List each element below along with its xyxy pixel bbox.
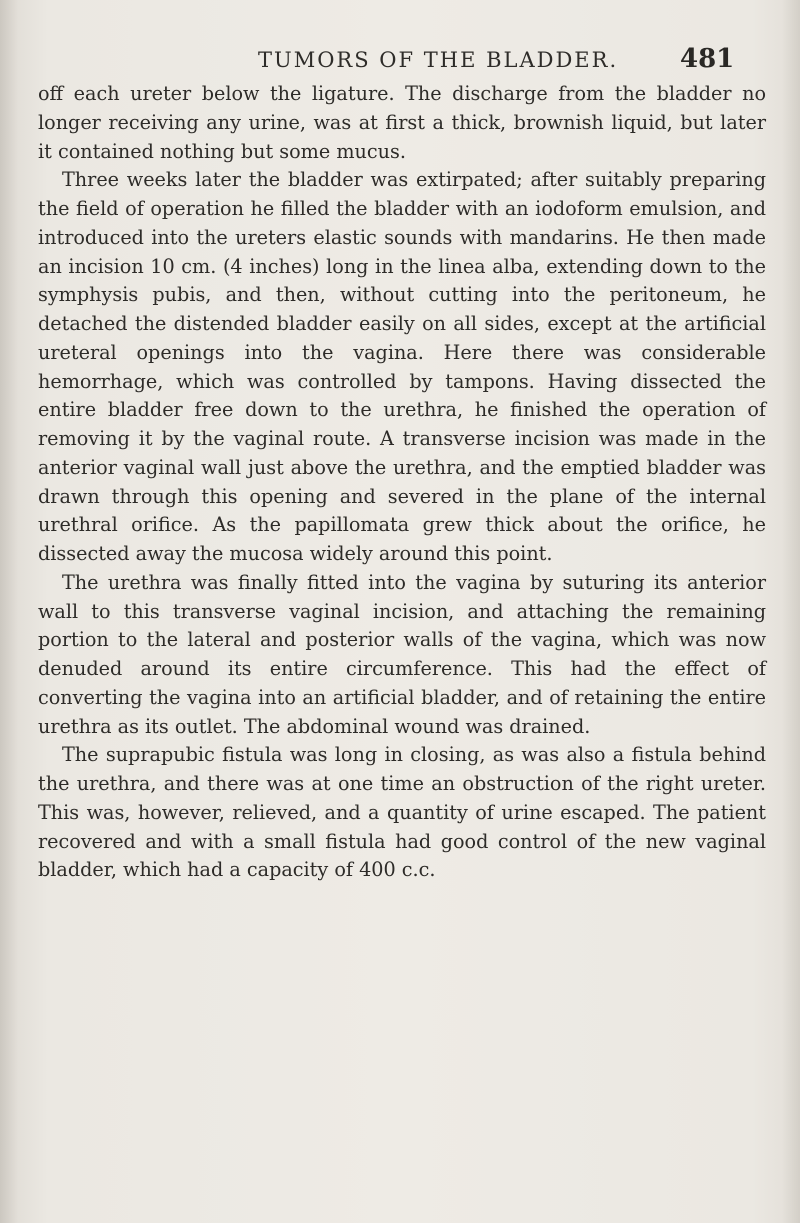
paragraph: The urethra was finally fitted into the vagina by suturing its anterior wall to this transverse vaginal incision, and attaching the remaining portion to the lateral and posterior walls of the vagina, which was now denuded around its entire circumference. This had the effect of converting the vagina into an artificial bladder, and of retaining the entire urethra as its outlet. The abdominal wound was drained. — [38, 570, 766, 738]
page-number: 481 — [680, 44, 735, 74]
paragraph: The suprapubic fistula was long in closing, as was also a fistula behind the urethra, and there was at one time an obstruction of the right ureter. This was, however, relieved, and a quantity of urine escaped. The patient recovered and with a small fistula had good control of the new vaginal bladder, which had a capacity of 400 c.c. — [38, 743, 766, 882]
page-header — [0, 40, 800, 76]
paragraph: off each ureter below the ligature. The discharge from the bladder no longer receiving any urine, was at first a thick, brownish liquid, but later it contained nothing but some mucus. — [38, 82, 766, 163]
running-head: TUMORS OF THE BLADDER. — [258, 48, 619, 72]
paragraph: Three weeks later the bladder was extirpated; after suitably preparing the field of operation he filled the bladder with an iodoform emulsion, and introduced into the ureters elastic sounds with mandarins. He then made an incision 10 cm. (4 inches) long in the linea alba, extending down to the symphysis pubis, and then, without cutting into the peritoneum, he detached the distended bladder easily on all sides, except at the artificial ureteral openings into the vagina. Here there was considerable hemorrhage, which was controlled by tampons. Having dissected the entire bladder free down to the urethra, he finished the operation of removing it by the vaginal route. A transverse incision was made in the anterior vaginal wall just above the urethra, and the emptied bladder was drawn through this opening and severed in the plane of the internal urethral orifice. As the papillomata grew thick about the orifice, he dissected away the mucosa widely around this point. — [38, 168, 766, 565]
page-edge-shadow — [782, 0, 800, 1223]
body-text — [38, 80, 766, 885]
page-gutter-shadow — [0, 0, 18, 1223]
